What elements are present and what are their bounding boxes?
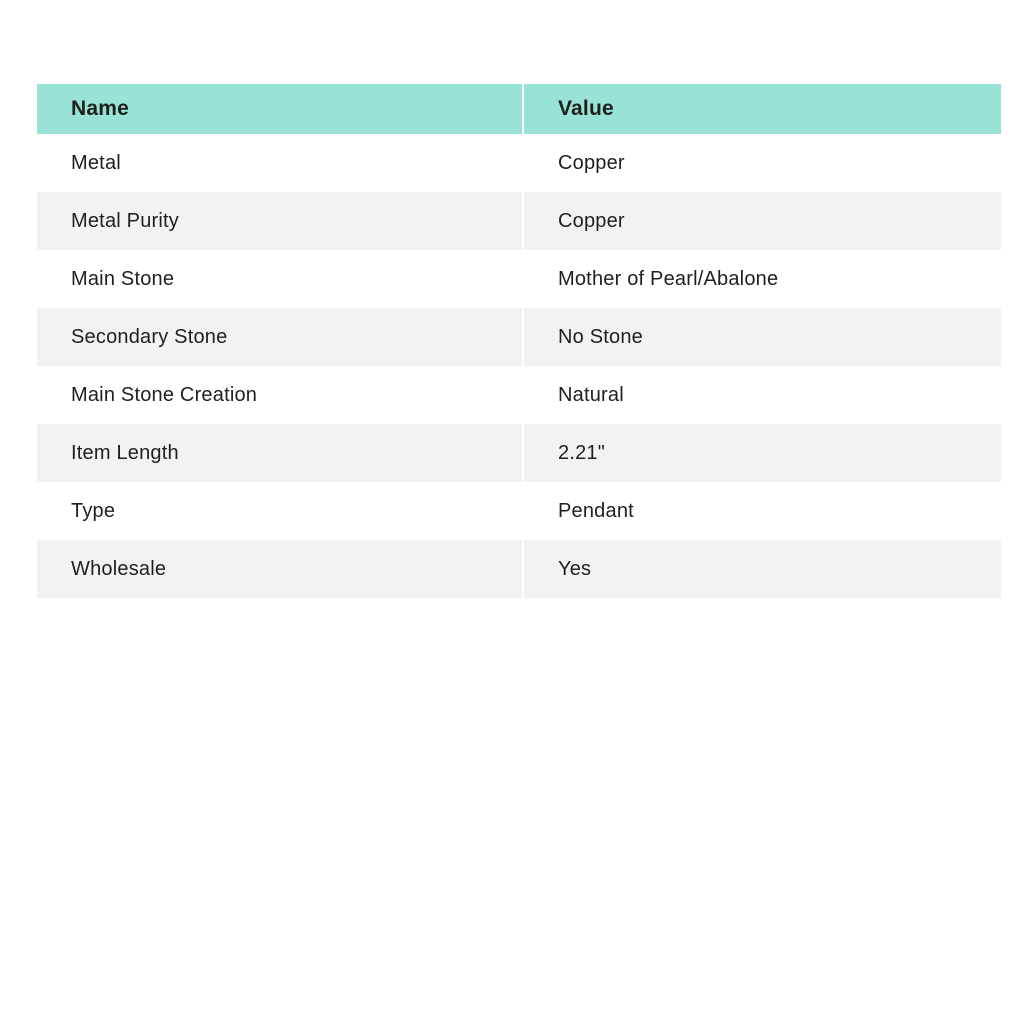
table-row xyxy=(37,540,1001,598)
table-row xyxy=(37,192,1001,250)
row-value-cell: Yes xyxy=(558,557,592,580)
table-row xyxy=(37,308,1001,366)
row-name-cell: Type xyxy=(37,482,524,540)
table-row xyxy=(37,424,1001,482)
row-value-cell: Natural xyxy=(558,383,624,406)
row-name-cell: Metal xyxy=(37,134,524,192)
table-header-row xyxy=(37,84,1001,134)
row-name-cell: Item Length xyxy=(37,424,524,482)
row-value-cell: Pendant xyxy=(558,499,634,522)
row-value-cell: Copper xyxy=(558,151,625,174)
row-value-cell: 2.21" xyxy=(558,441,606,464)
table-row xyxy=(37,250,1001,308)
row-name-cell: Secondary Stone xyxy=(37,308,524,366)
row-name-cell: Main Stone Creation xyxy=(37,366,524,424)
header-cell-value: Value xyxy=(558,97,614,120)
table-row xyxy=(37,366,1001,424)
row-value-cell: No Stone xyxy=(558,325,643,348)
row-name-cell: Main Stone xyxy=(37,250,524,308)
row-value-cell: Copper xyxy=(558,209,625,232)
table-row xyxy=(37,482,1001,540)
header-cell-name: Name xyxy=(37,84,524,134)
row-name-cell: Wholesale xyxy=(37,540,524,598)
row-value-cell: Mother of Pearl/Abalone xyxy=(558,267,779,290)
table-row xyxy=(37,134,1001,192)
row-name-cell: Metal Purity xyxy=(37,192,524,250)
product-spec-table xyxy=(37,84,1001,598)
